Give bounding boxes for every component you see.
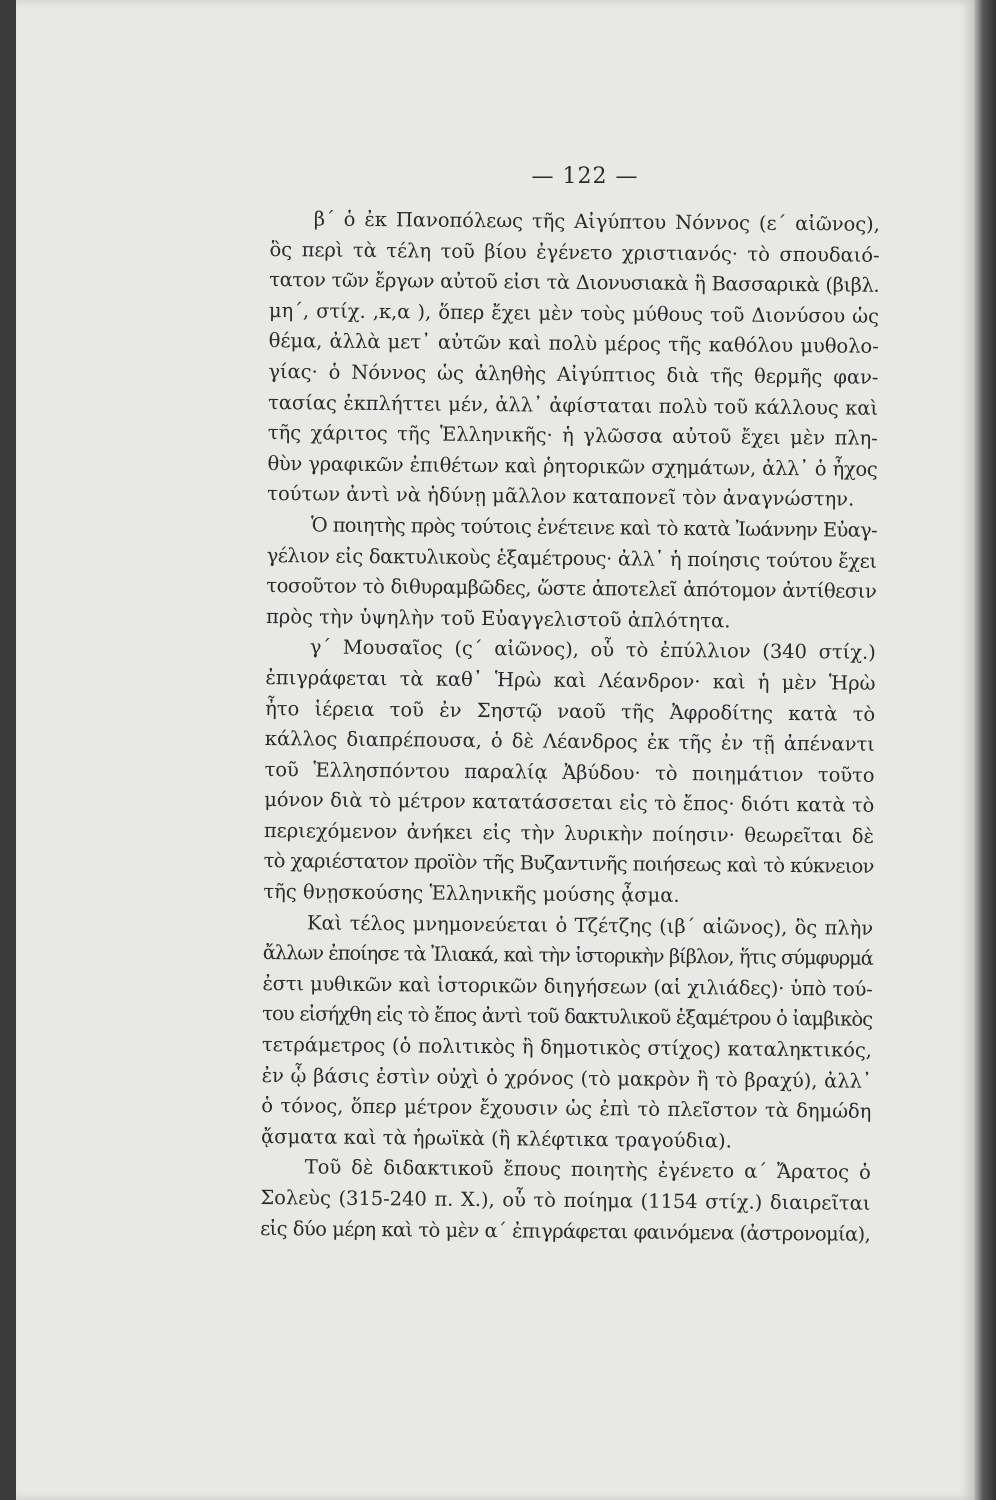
text-line: ὃς περὶ τὰ τέλη τοῦ βίου ἐγένετο χριστιανός· τὸ σπουδαιό- bbox=[269, 237, 880, 267]
text-line: ᾄσματα καὶ τὰ ἡρωϊκὰ (ἢ κλέφτικα τραγούδια). bbox=[260, 1124, 733, 1153]
text-line: τῆς χάριτος τῆς Ἑλληνικῆς· ἡ γλῶσσα αὐτοῦ ἔχει μὲν πλη- bbox=[267, 421, 878, 451]
text-line: μη΄, στίχ. ,κ,α ), ὅπερ ἔχει μὲν τοὺς μύθους τοῦ Διονύσου ὡς bbox=[268, 298, 880, 328]
text-line: ἦτο ἱέρεια τοῦ ἐν Σηστῷ ναοῦ τῆς Ἀφροδίτης κατὰ τὸ bbox=[265, 696, 876, 726]
text-line: Τοῦ δὲ διδακτικοῦ ἔπους ποιητὴς ἐγένετο α΄ Ἄρατος ὁ bbox=[304, 1155, 871, 1185]
paragraph bbox=[267, 204, 880, 516]
page-edge-shadow bbox=[974, 0, 996, 1500]
text-line: ἐν ᾧ βάσις ἐστὶν οὐχὶ ὁ χρόνος (τὸ μακρὸν ἢ τὸ βραχύ), ἀλλ᾽ bbox=[261, 1063, 872, 1093]
text-line: ὁ τόνος, ὅπερ μέτρον ἔχουσιν ὡς ἐπὶ τὸ πλεῖστον τὰ δημώδη bbox=[261, 1094, 872, 1124]
text-line: Ὁ ποιητὴς πρὸς τούτοις ἐνέτεινε καὶ τὸ κατὰ Ἰωάννην Εὐαγ- bbox=[310, 513, 878, 542]
text-line: θέμα, ἀλλὰ μετ᾽ αὐτῶν καὶ πολὺ μέρος τῆς καθόλου μυθολο- bbox=[268, 329, 879, 359]
text-line: τὸ χαριέστατον προϊὸν τῆς Βυζαντινῆς ποιήσεως καὶ τὸ κύκνειον bbox=[263, 849, 874, 879]
text-line: πρὸς τὴν ὑψηλὴν τοῦ Εὐαγγελιστοῦ ἁπλότητα. bbox=[265, 604, 731, 633]
text-line: γέλιον εἰς δακτυλικοὺς ἑξαμέτρους· ἀλλ᾽ ἡ ποίησις τούτου ἔχει bbox=[266, 543, 877, 573]
paragraph bbox=[260, 1152, 871, 1250]
text-line: τατον τῶν ἔργων αὐτοῦ εἰσι τὰ Διονυσιακὰ ἢ Βασσαρικὰ (βιβλ. bbox=[269, 268, 880, 298]
text-line: κάλλος διαπρέπουσα, ὁ δὲ Λέανδρος ἐκ τῆς ἐν τῇ ἀπέναντι bbox=[264, 727, 875, 756]
page-body bbox=[260, 204, 880, 1250]
text-line: τετράμετρος (ὁ πολιτικὸς ἢ δημοτικὸς στίχος) καταληκτικός, bbox=[261, 1032, 873, 1062]
paragraph bbox=[263, 632, 876, 913]
text-line: θὺν γραφικῶν ἐπιθέτων καὶ ῥητορικῶν σχημάτων, ἀλλ᾽ ὁ ἦχος bbox=[267, 451, 878, 481]
text-line: γίας· ὁ Νόννος ὡς ἀληθὴς Αἰγύπτιος διὰ τῆς θερμῆς φαν- bbox=[268, 359, 879, 389]
text-line: τασίας ἐκπλήττει μέν, ἀλλ᾽ ἀφίσταται πολὺ τοῦ κάλλους καὶ bbox=[267, 390, 879, 420]
text-line: Καὶ τέλος μνημονεύεται ὁ Τζέτζης (ιβ΄ αἰῶνος), ὃς πλὴν bbox=[306, 911, 874, 940]
text-line: περιεχόμενον ἀνήκει εἰς τὴν λυρικὴν ποίησιν· θεωρεῖται δὲ bbox=[263, 818, 875, 848]
text-line: του εἰσήχθη εἰς τὸ ἔπος ἀντὶ τοῦ δακτυλικοῦ ἑξαμέτρου ὁ ἰαμβικὸς bbox=[262, 1002, 873, 1032]
paragraph bbox=[261, 908, 873, 1159]
text-line: γ΄ Μουσαῖος (ς΄ αἰῶνος), οὗ τὸ ἐπύλλιον (340 στίχ.) bbox=[309, 635, 876, 665]
text-line: ἄλλων ἐποίησε τὰ Ἰλιακά, καὶ τὴν ἱστορικὴν βίβλον, ἥτις σύμφυρμά bbox=[262, 941, 873, 971]
text-line: τοσοῦτον τὸ διθυραμβῶδες, ὥστε ἀποτελεῖ ἀπότομον ἀντίθεσιν bbox=[266, 574, 877, 603]
text-line: τούτων ἀντὶ νὰ ἡδύνῃ μᾶλλον καταπονεῖ τὸν ἀναγνώστην. bbox=[267, 482, 855, 511]
text-line: β΄ ὁ ἐκ Πανοπόλεως τῆς Αἰγύπτου Νόννος (ε΄ αἰῶνος), bbox=[313, 207, 880, 236]
text-line: τῆς θνῃσκούσης Ἑλληνικῆς μούσης ᾆσμα. bbox=[263, 880, 680, 908]
text-line: Σολεὺς (315-240 π. Χ.), οὗ τὸ ποίημα (1154 στίχ.) διαιρεῖται bbox=[260, 1185, 871, 1215]
text-line: μόνον διὰ τὸ μέτρον κατατάσσεται εἰς τὸ ἔπος· διότι κατὰ τὸ bbox=[264, 788, 875, 818]
paragraph bbox=[266, 510, 877, 638]
page-number: — 122 — bbox=[531, 164, 639, 189]
text-line: τοῦ Ἑλλησπόντου παραλίᾳ Ἀβύδου· τὸ ποιημάτιον τοῦτο bbox=[264, 757, 875, 787]
text-line: ἐστι μυθικῶν καὶ ἱστορικῶν διηγήσεων (αἱ χιλιάδες)· ὑπὸ τού- bbox=[262, 971, 873, 1001]
text-line: ἐπιγράφεται τὰ καθ᾽ Ἡρὼ καὶ Λέανδρον· καὶ ἡ μὲν Ἡρὼ bbox=[265, 665, 876, 695]
text-line: εἰς δύο μέρη καὶ τὸ μὲν α΄ ἐπιγράφεται φαινόμενα (ἀστρονομία), bbox=[260, 1216, 871, 1246]
